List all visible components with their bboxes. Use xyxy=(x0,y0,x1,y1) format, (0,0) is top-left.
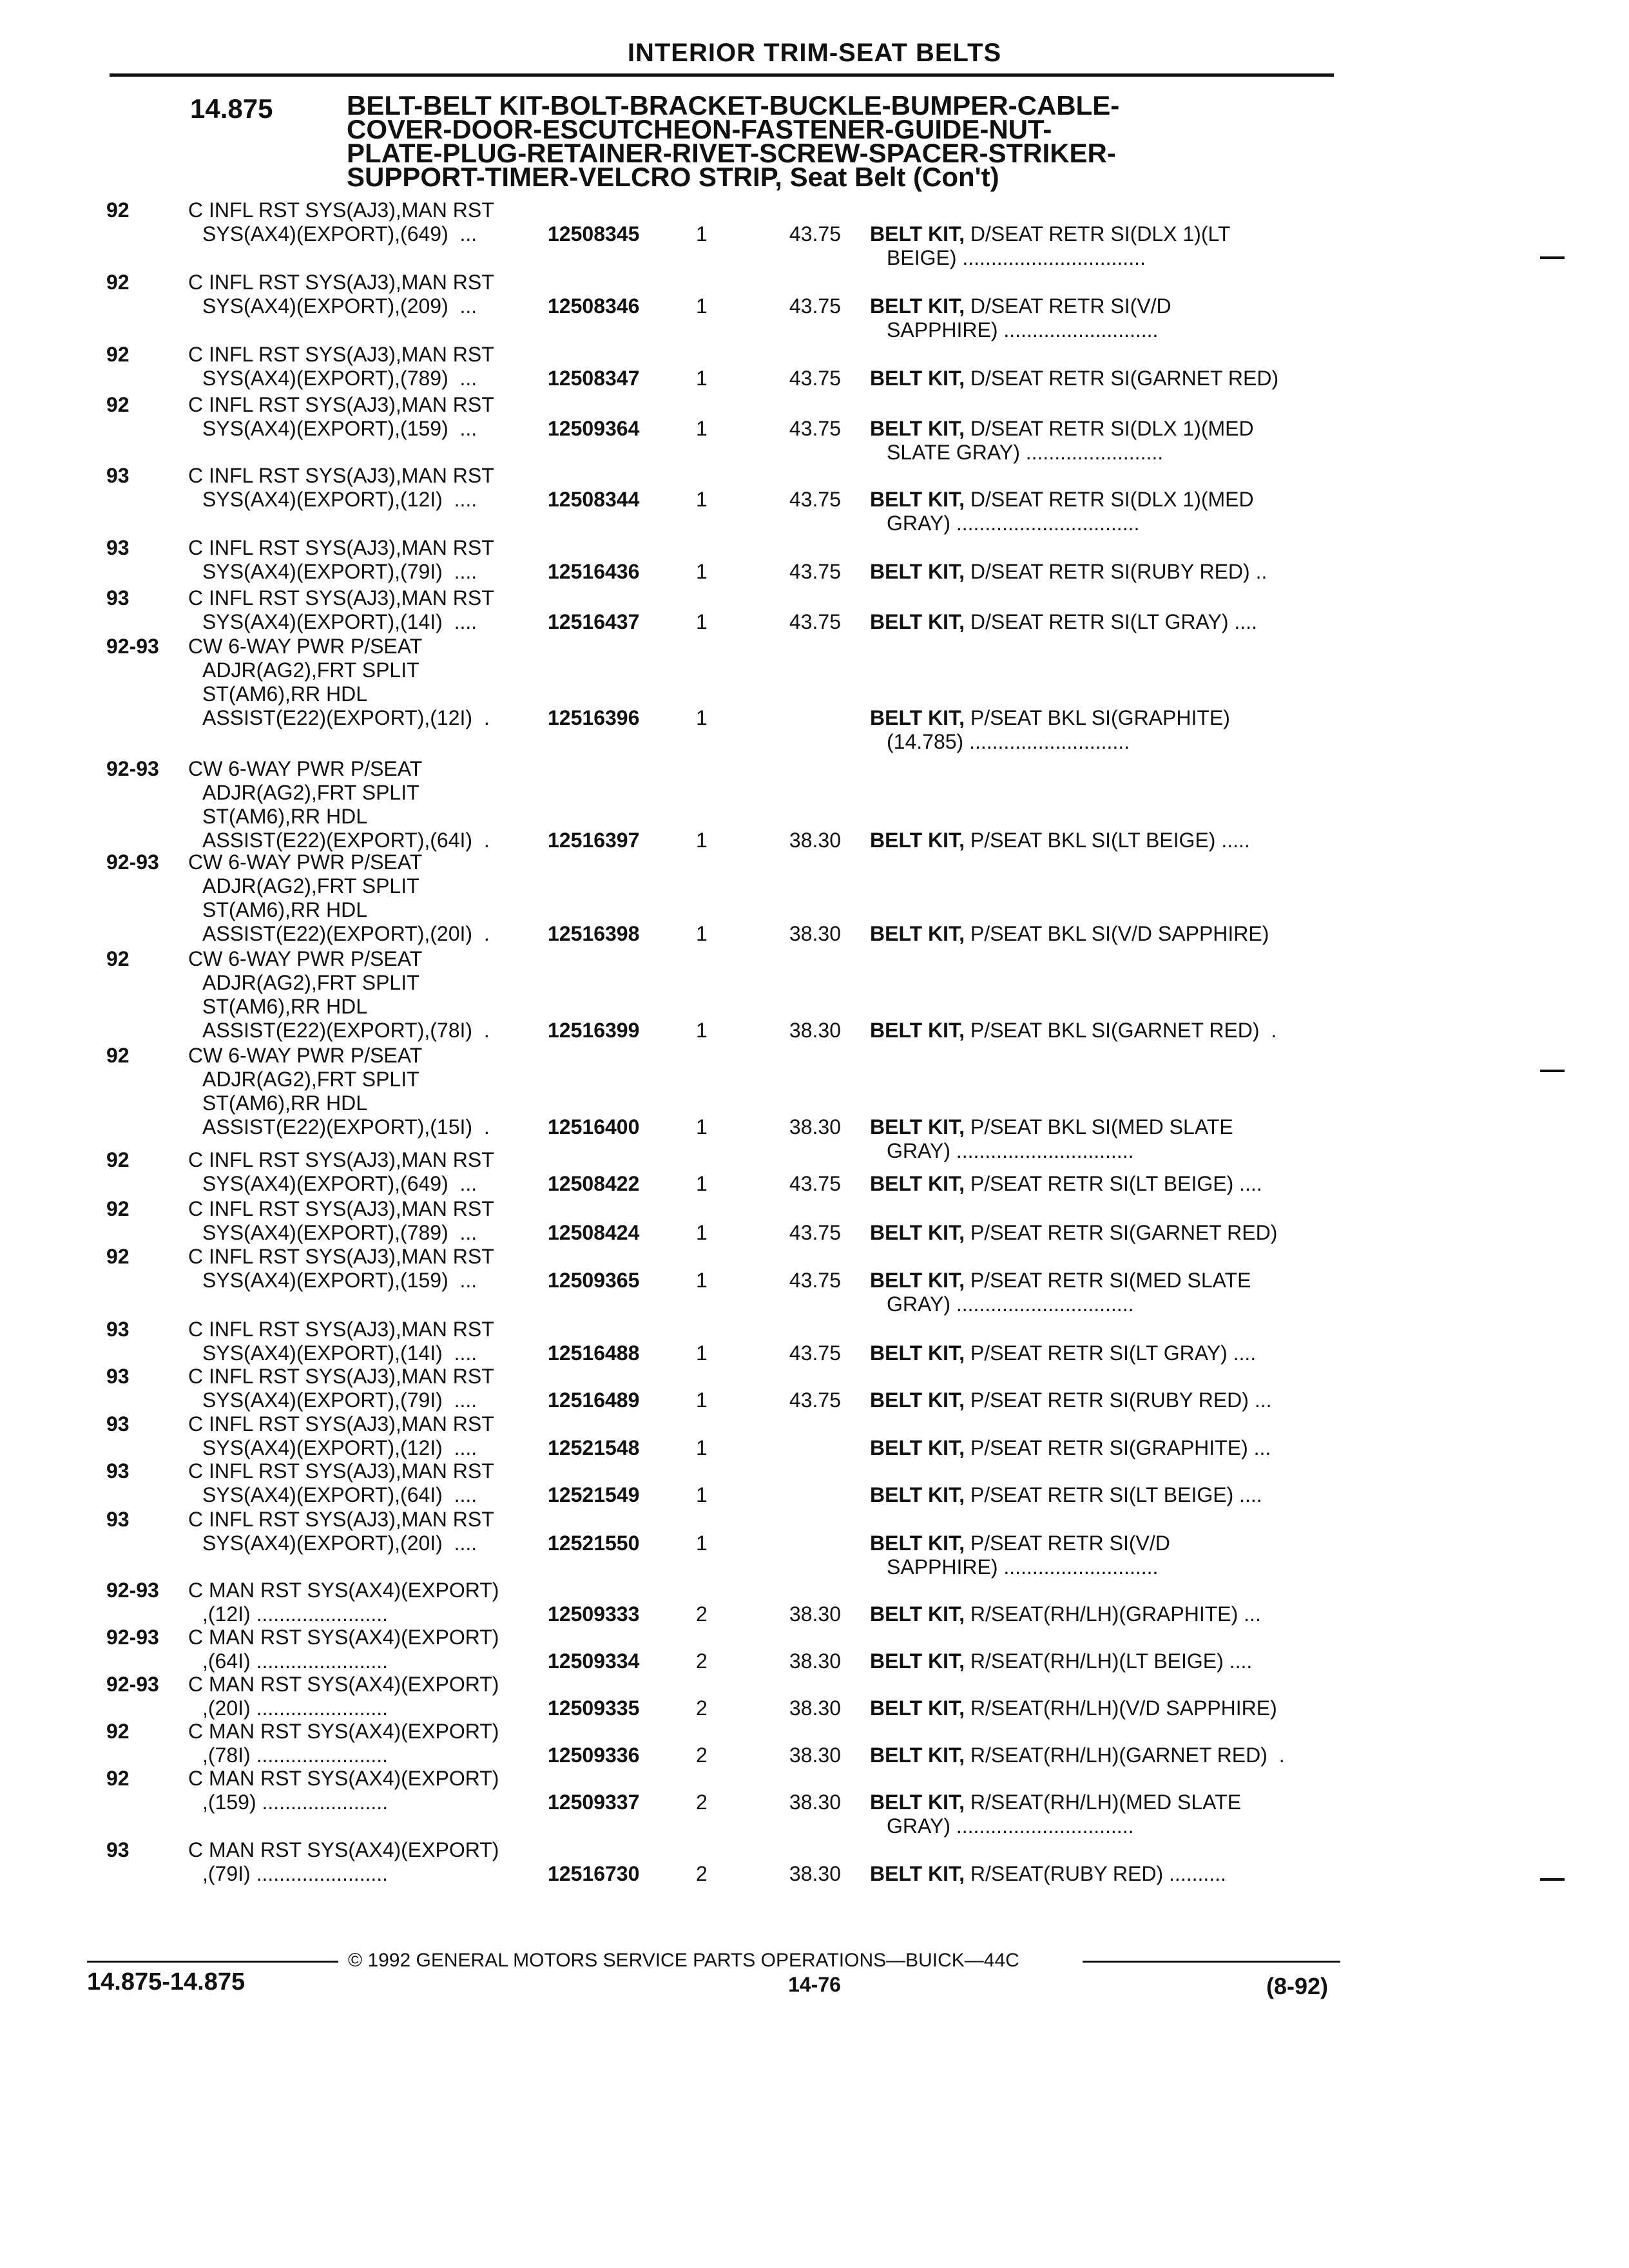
usage-description-line: C INFL RST SYS(AJ3),MAN RST xyxy=(188,1412,494,1436)
part-description xyxy=(870,1172,1334,1196)
part-number: 12516400 xyxy=(548,1115,640,1139)
quantity: 2 xyxy=(696,1791,708,1814)
usage-description-line: SYS(AX4)(EXPORT),(12I) .... xyxy=(202,1436,477,1459)
part-detail-line: P/SEAT RETR SI(RUBY RED) ... xyxy=(970,1389,1272,1412)
usage-description xyxy=(188,393,549,441)
part-name: BELT KIT, xyxy=(870,1791,965,1814)
model-year: 92 xyxy=(106,198,130,222)
usage-description xyxy=(188,198,549,246)
usage-description-line: C INFL RST SYS(AJ3),MAN RST xyxy=(188,586,494,610)
part-detail-line: D/SEAT RETR SI(LT GRAY) .... xyxy=(970,610,1257,633)
part-name: BELT KIT, xyxy=(870,706,965,729)
model-year: 93 xyxy=(106,1838,130,1861)
quantity: 2 xyxy=(696,1696,708,1720)
part-detail-line: P/SEAT BKL SI(GARNET RED) . xyxy=(970,1019,1277,1042)
price: 43.75 xyxy=(789,1389,841,1412)
usage-description-line: SYS(AX4)(EXPORT),(209) ... xyxy=(202,294,477,318)
usage-description-line: ASSIST(E22)(EXPORT),(12I) . xyxy=(202,706,490,729)
model-year: 93 xyxy=(106,1508,130,1531)
usage-description xyxy=(188,850,549,946)
part-number: 12516397 xyxy=(548,829,640,852)
footer-rule xyxy=(1083,1961,1340,1963)
usage-description-line: ASSIST(E22)(EXPORT),(64I) . xyxy=(202,829,490,852)
part-name: BELT KIT, xyxy=(870,1696,965,1720)
part-name: BELT KIT, xyxy=(870,1341,965,1365)
section-title-line: COVER-DOOR-ESCUTCHEON-FASTENER-GUIDE-NUT- xyxy=(347,114,1052,144)
part-number: 12509337 xyxy=(548,1791,640,1814)
footer-date: (8-92) xyxy=(1266,1973,1329,1999)
usage-description xyxy=(188,1197,549,1245)
usage-description-line: SYS(AX4)(EXPORT),(14I) .... xyxy=(202,1341,477,1365)
price: 38.30 xyxy=(789,922,841,945)
footer-rule xyxy=(87,1961,338,1963)
part-number: 12508422 xyxy=(548,1172,640,1195)
quantity: 1 xyxy=(696,610,708,633)
part-detail-line: BEIGE) ................................ xyxy=(887,246,1146,269)
part-description xyxy=(870,222,1334,270)
price: 43.75 xyxy=(789,222,841,245)
model-year: 92 xyxy=(106,947,130,970)
model-year: 92 xyxy=(106,1197,130,1220)
usage-description-line: CW 6-WAY PWR P/SEAT xyxy=(188,757,423,780)
quantity: 1 xyxy=(696,417,708,440)
model-year: 92 xyxy=(106,1720,130,1743)
usage-description-line: CW 6-WAY PWR P/SEAT xyxy=(188,635,423,658)
part-description xyxy=(870,829,1334,852)
usage-description-line: SYS(AX4)(EXPORT),(64I) .... xyxy=(202,1483,477,1506)
price: 38.30 xyxy=(789,1649,841,1673)
usage-description-line: C INFL RST SYS(AJ3),MAN RST xyxy=(188,271,494,294)
part-name: BELT KIT, xyxy=(870,1019,965,1042)
price: 43.75 xyxy=(789,1341,841,1365)
page-header: INTERIOR TRIM-SEAT BELTS xyxy=(627,39,1002,67)
quantity: 1 xyxy=(696,1436,708,1459)
usage-description-line: C MAN RST SYS(AX4)(EXPORT) xyxy=(188,1673,499,1696)
quantity: 1 xyxy=(696,1172,708,1195)
part-detail-line: P/SEAT RETR SI(V/D xyxy=(970,1532,1170,1555)
model-year: 92 xyxy=(106,271,130,294)
usage-description-line: SYS(AX4)(EXPORT),(159) ... xyxy=(202,417,477,440)
usage-description-line: SYS(AX4)(EXPORT),(789) ... xyxy=(202,1221,477,1244)
usage-description-line: CW 6-WAY PWR P/SEAT xyxy=(188,850,423,874)
usage-description-line: C INFL RST SYS(AJ3),MAN RST xyxy=(188,1365,494,1388)
part-number: 12508345 xyxy=(548,222,640,245)
usage-description-line: ST(AM6),RR HDL xyxy=(202,898,368,921)
part-description xyxy=(870,1649,1334,1673)
quantity: 1 xyxy=(696,1483,708,1506)
quantity: 1 xyxy=(696,222,708,245)
usage-description xyxy=(188,1245,549,1293)
part-description xyxy=(870,1341,1334,1365)
quantity: 1 xyxy=(696,1115,708,1139)
usage-description-line: SYS(AX4)(EXPORT),(14I) .... xyxy=(202,610,477,633)
usage-description-line: SYS(AX4)(EXPORT),(20I) .... xyxy=(202,1532,477,1555)
usage-description xyxy=(188,1044,549,1139)
part-detail-line: GRAY) ............................... xyxy=(887,1293,1134,1316)
usage-description-line: C INFL RST SYS(AJ3),MAN RST xyxy=(188,343,494,366)
footer-section-range: 14.875-14.875 xyxy=(87,1968,246,1995)
usage-description xyxy=(188,635,549,730)
usage-description xyxy=(188,1459,549,1507)
model-year: 93 xyxy=(106,464,130,487)
quantity: 1 xyxy=(696,1532,708,1555)
price: 38.30 xyxy=(789,1019,841,1042)
quantity: 1 xyxy=(696,922,708,945)
part-detail-line: GRAY) ................................ xyxy=(887,512,1140,535)
usage-description-line: C INFL RST SYS(AJ3),MAN RST xyxy=(188,1245,494,1268)
part-detail-line: D/SEAT RETR SI(DLX 1)(LT xyxy=(970,222,1231,245)
usage-description-line: C INFL RST SYS(AJ3),MAN RST xyxy=(188,536,494,559)
usage-description-line: C INFL RST SYS(AJ3),MAN RST xyxy=(188,1197,494,1220)
part-detail-line: R/SEAT(RH/LH)(LT BEIGE) .... xyxy=(970,1649,1253,1673)
part-number: 12509333 xyxy=(548,1602,640,1626)
part-description xyxy=(870,1532,1334,1579)
part-detail-line: D/SEAT RETR SI(RUBY RED) .. xyxy=(970,560,1268,583)
part-name: BELT KIT, xyxy=(870,367,965,390)
part-number: 12521549 xyxy=(548,1483,640,1506)
usage-description-line: SYS(AX4)(EXPORT),(79I) .... xyxy=(202,1389,477,1412)
part-detail-line: R/SEAT(RH/LH)(V/D SAPPHIRE) xyxy=(970,1696,1277,1720)
margin-mark xyxy=(1540,1878,1565,1881)
part-description xyxy=(870,417,1334,465)
part-number: 12509335 xyxy=(548,1696,640,1720)
price: 38.30 xyxy=(789,1602,841,1626)
part-number: 12509364 xyxy=(548,417,640,440)
model-year: 92-93 xyxy=(106,1626,159,1649)
price: 38.30 xyxy=(789,1744,841,1767)
part-detail-line: R/SEAT(RH/LH)(MED SLATE xyxy=(970,1791,1242,1814)
price: 43.75 xyxy=(789,1269,841,1292)
model-year: 92 xyxy=(106,1245,130,1268)
model-year: 92 xyxy=(106,343,130,366)
model-year: 92-93 xyxy=(106,757,159,780)
price: 43.75 xyxy=(789,1221,841,1244)
part-detail-line: P/SEAT RETR SI(GRAPHITE) ... xyxy=(970,1436,1271,1459)
part-description xyxy=(870,1115,1334,1163)
quantity: 1 xyxy=(696,488,708,511)
model-year: 93 xyxy=(106,1365,130,1388)
section-number: 14.875 xyxy=(190,93,273,124)
quantity: 1 xyxy=(696,1221,708,1244)
quantity: 1 xyxy=(696,367,708,390)
usage-description-line: ASSIST(E22)(EXPORT),(15I) . xyxy=(202,1115,490,1139)
part-detail-line: R/SEAT(RH/LH)(GARNET RED) . xyxy=(970,1744,1285,1767)
part-name: BELT KIT, xyxy=(870,1115,965,1139)
usage-description-line: ,(64I) ....................... xyxy=(202,1649,389,1673)
part-detail-line: P/SEAT RETR SI(LT BEIGE) .... xyxy=(970,1483,1262,1506)
model-year: 93 xyxy=(106,1412,130,1436)
price: 38.30 xyxy=(789,1862,841,1885)
usage-description xyxy=(188,757,549,852)
model-year: 92 xyxy=(106,393,130,416)
usage-description-line: C INFL RST SYS(AJ3),MAN RST xyxy=(188,198,494,222)
usage-description xyxy=(188,271,549,318)
part-name: BELT KIT, xyxy=(870,1532,965,1555)
usage-description xyxy=(188,1626,549,1673)
part-description xyxy=(870,488,1334,535)
quantity: 1 xyxy=(696,560,708,583)
part-description xyxy=(870,922,1334,946)
part-detail-line: P/SEAT BKL SI(MED SLATE xyxy=(970,1115,1233,1139)
part-number: 12516730 xyxy=(548,1862,640,1885)
usage-description-line: ,(12I) ....................... xyxy=(202,1602,389,1626)
part-number: 12508424 xyxy=(548,1221,640,1244)
usage-description xyxy=(188,1838,549,1886)
part-name: BELT KIT, xyxy=(870,1744,965,1767)
part-name: BELT KIT, xyxy=(870,1862,965,1885)
part-description xyxy=(870,1602,1334,1626)
model-year: 92 xyxy=(106,1044,130,1067)
model-year: 93 xyxy=(106,1318,130,1341)
part-number: 12516398 xyxy=(548,922,640,945)
section-title-line: PLATE-PLUG-RETAINER-RIVET-SCREW-SPACER-STRIKER- xyxy=(347,138,1116,168)
usage-description xyxy=(188,1412,549,1460)
part-description xyxy=(870,1696,1334,1720)
part-detail-line: GRAY) ............................... xyxy=(887,1814,1134,1838)
price: 38.30 xyxy=(789,1791,841,1814)
part-number: 12516488 xyxy=(548,1341,640,1365)
usage-description-line: C INFL RST SYS(AJ3),MAN RST xyxy=(188,1459,494,1483)
usage-description xyxy=(188,586,549,634)
part-name: BELT KIT, xyxy=(870,417,965,440)
part-description xyxy=(870,1019,1334,1043)
quantity: 2 xyxy=(696,1744,708,1767)
usage-description-line: ,(79I) ....................... xyxy=(202,1862,389,1885)
usage-description-line: ST(AM6),RR HDL xyxy=(202,682,368,706)
usage-description-line: ADJR(AG2),FRT SPLIT xyxy=(202,658,419,682)
part-number: 12509365 xyxy=(548,1269,640,1292)
usage-description-line: SYS(AX4)(EXPORT),(649) ... xyxy=(202,1172,477,1195)
part-number: 12509336 xyxy=(548,1744,640,1767)
quantity: 1 xyxy=(696,706,708,729)
model-year: 92-93 xyxy=(106,635,159,658)
usage-description-line: C MAN RST SYS(AX4)(EXPORT) xyxy=(188,1626,499,1649)
part-description xyxy=(870,1269,1334,1316)
usage-description xyxy=(188,1673,549,1720)
part-description xyxy=(870,1436,1334,1460)
part-name: BELT KIT, xyxy=(870,829,965,852)
part-detail-line: R/SEAT(RH/LH)(GRAPHITE) ... xyxy=(970,1602,1261,1626)
quantity: 2 xyxy=(696,1602,708,1626)
usage-description-line: ST(AM6),RR HDL xyxy=(202,805,368,828)
part-detail-line: D/SEAT RETR SI(DLX 1)(MED xyxy=(970,488,1254,511)
model-year: 93 xyxy=(106,1459,130,1483)
part-name: BELT KIT, xyxy=(870,922,965,945)
usage-description xyxy=(188,1767,549,1814)
part-description xyxy=(870,1744,1334,1767)
part-number: 12516437 xyxy=(548,610,640,633)
usage-description-line: SYS(AX4)(EXPORT),(12I) .... xyxy=(202,488,477,511)
usage-description-line: C MAN RST SYS(AX4)(EXPORT) xyxy=(188,1767,499,1790)
price: 43.75 xyxy=(789,367,841,390)
quantity: 1 xyxy=(696,1389,708,1412)
usage-description-line: CW 6-WAY PWR P/SEAT xyxy=(188,947,423,970)
price: 43.75 xyxy=(789,610,841,633)
part-number: 12508344 xyxy=(548,488,640,511)
usage-description xyxy=(188,947,549,1043)
part-description xyxy=(870,1791,1334,1838)
usage-description xyxy=(188,1148,549,1196)
part-name: BELT KIT, xyxy=(870,1269,965,1292)
part-name: BELT KIT, xyxy=(870,1483,965,1506)
usage-description-line: C INFL RST SYS(AJ3),MAN RST xyxy=(188,464,494,487)
part-description xyxy=(870,610,1334,634)
part-description xyxy=(870,1862,1334,1886)
part-description xyxy=(870,367,1334,390)
part-number: 12516489 xyxy=(548,1389,640,1412)
usage-description-line: SYS(AX4)(EXPORT),(789) ... xyxy=(202,367,477,390)
price: 38.30 xyxy=(789,1696,841,1720)
usage-description xyxy=(188,1720,549,1767)
part-detail-line: P/SEAT RETR SI(GARNET RED) xyxy=(970,1221,1278,1244)
model-year: 92 xyxy=(106,1148,130,1171)
part-name: BELT KIT, xyxy=(870,1436,965,1459)
usage-description xyxy=(188,1579,549,1626)
usage-description-line: ADJR(AG2),FRT SPLIT xyxy=(202,781,419,804)
price: 43.75 xyxy=(789,417,841,440)
usage-description-line: C INFL RST SYS(AJ3),MAN RST xyxy=(188,1318,494,1341)
part-description xyxy=(870,1221,1334,1245)
part-name: BELT KIT, xyxy=(870,610,965,633)
part-detail-line: (14.785) ............................ xyxy=(887,730,1130,753)
usage-description xyxy=(188,464,549,512)
part-detail-line: P/SEAT RETR SI(MED SLATE xyxy=(970,1269,1251,1292)
part-description xyxy=(870,294,1334,342)
part-name: BELT KIT, xyxy=(870,1221,965,1244)
usage-description xyxy=(188,1508,549,1555)
part-detail-line: P/SEAT BKL SI(LT BEIGE) ..... xyxy=(970,829,1250,852)
part-name: BELT KIT, xyxy=(870,294,965,318)
part-number: 12521548 xyxy=(548,1436,640,1459)
price: 38.30 xyxy=(789,1115,841,1139)
section-title-line: SUPPORT-TIMER-VELCRO STRIP, Seat Belt (Con't) xyxy=(347,162,999,192)
usage-description-line: CW 6-WAY PWR P/SEAT xyxy=(188,1044,423,1067)
part-number: 12508347 xyxy=(548,367,640,390)
part-number: 12508346 xyxy=(548,294,640,318)
part-name: BELT KIT, xyxy=(870,1649,965,1673)
quantity: 2 xyxy=(696,1862,708,1885)
part-name: BELT KIT, xyxy=(870,222,965,245)
usage-description-line: ASSIST(E22)(EXPORT),(20I) . xyxy=(202,922,490,945)
usage-description-line: C INFL RST SYS(AJ3),MAN RST xyxy=(188,393,494,416)
footer-page-number: 14-76 xyxy=(788,1973,841,1996)
usage-description-line: C MAN RST SYS(AX4)(EXPORT) xyxy=(188,1579,499,1602)
usage-description-line: ,(20I) ....................... xyxy=(202,1696,389,1720)
usage-description-line: C MAN RST SYS(AX4)(EXPORT) xyxy=(188,1720,499,1743)
part-detail-line: SLATE GRAY) ........................ xyxy=(887,441,1164,464)
part-detail-line: R/SEAT(RUBY RED) .......... xyxy=(970,1862,1226,1885)
price: 43.75 xyxy=(789,294,841,318)
usage-description xyxy=(188,1365,549,1412)
usage-description-line: ASSIST(E22)(EXPORT),(78I) . xyxy=(202,1019,490,1042)
part-detail-line: D/SEAT RETR SI(DLX 1)(MED xyxy=(970,417,1254,440)
part-name: BELT KIT, xyxy=(870,1602,965,1626)
usage-description-line: ,(159) ...................... xyxy=(202,1791,389,1814)
usage-description-line: C INFL RST SYS(AJ3),MAN RST xyxy=(188,1148,494,1171)
part-description xyxy=(870,1483,1334,1507)
part-description xyxy=(870,560,1334,584)
part-name: BELT KIT, xyxy=(870,1389,965,1412)
part-detail-line: GRAY) ............................... xyxy=(887,1139,1134,1162)
part-description xyxy=(870,706,1334,754)
quantity: 1 xyxy=(696,1019,708,1042)
footer-copyright: © 1992 GENERAL MOTORS SERVICE PARTS OPERATIONS—BUICK—44C xyxy=(348,1950,1019,1971)
usage-description-line: C INFL RST SYS(AJ3),MAN RST xyxy=(188,1508,494,1531)
part-number: 12516436 xyxy=(548,560,640,583)
part-number: 12509334 xyxy=(548,1649,640,1673)
quantity: 2 xyxy=(696,1649,708,1673)
part-detail-line: P/SEAT RETR SI(LT BEIGE) .... xyxy=(970,1172,1262,1195)
usage-description-line: ADJR(AG2),FRT SPLIT xyxy=(202,874,419,898)
usage-description xyxy=(188,536,549,584)
quantity: 1 xyxy=(696,294,708,318)
part-detail-line: D/SEAT RETR SI(V/D xyxy=(970,294,1171,318)
part-number: 12516399 xyxy=(548,1019,640,1042)
price: 43.75 xyxy=(789,488,841,511)
part-name: BELT KIT, xyxy=(870,488,965,511)
model-year: 92-93 xyxy=(106,850,159,874)
usage-description-line: SYS(AX4)(EXPORT),(79I) .... xyxy=(202,560,477,583)
part-number: 12516396 xyxy=(548,706,640,729)
price: 43.75 xyxy=(789,560,841,583)
part-detail-line: P/SEAT BKL SI(V/D SAPPHIRE) xyxy=(970,922,1269,945)
part-name: BELT KIT, xyxy=(870,1172,965,1195)
price: 38.30 xyxy=(789,829,841,852)
usage-description-line: ADJR(AG2),FRT SPLIT xyxy=(202,971,419,994)
part-detail-line: P/SEAT RETR SI(LT GRAY) .... xyxy=(970,1341,1257,1365)
model-year: 93 xyxy=(106,586,130,610)
quantity: 1 xyxy=(696,829,708,852)
model-year: 93 xyxy=(106,536,130,559)
usage-description-line: ADJR(AG2),FRT SPLIT xyxy=(202,1068,419,1091)
part-number: 12521550 xyxy=(548,1532,640,1555)
quantity: 1 xyxy=(696,1341,708,1365)
margin-mark xyxy=(1540,256,1565,259)
usage-description-line: SYS(AX4)(EXPORT),(649) ... xyxy=(202,222,477,245)
model-year: 92-93 xyxy=(106,1673,159,1696)
part-name: BELT KIT, xyxy=(870,560,965,583)
usage-description xyxy=(188,1318,549,1365)
part-detail-line: P/SEAT BKL SI(GRAPHITE) xyxy=(970,706,1230,729)
part-detail-line: D/SEAT RETR SI(GARNET RED) xyxy=(970,367,1279,390)
quantity: 1 xyxy=(696,1269,708,1292)
model-year: 92-93 xyxy=(106,1579,159,1602)
usage-description-line: C MAN RST SYS(AX4)(EXPORT) xyxy=(188,1838,499,1861)
model-year: 92 xyxy=(106,1767,130,1790)
part-detail-line: SAPPHIRE) ........................... xyxy=(887,318,1159,341)
usage-description-line: ,(78I) ....................... xyxy=(202,1744,389,1767)
usage-description xyxy=(188,343,549,390)
usage-description-line: ST(AM6),RR HDL xyxy=(202,995,368,1018)
usage-description-line: SYS(AX4)(EXPORT),(159) ... xyxy=(202,1269,477,1292)
margin-mark xyxy=(1540,1070,1565,1072)
usage-description-line: ST(AM6),RR HDL xyxy=(202,1091,368,1115)
part-description xyxy=(870,1389,1334,1412)
part-detail-line: SAPPHIRE) ........................... xyxy=(887,1555,1159,1579)
section-title-line: BELT-BELT KIT-BOLT-BRACKET-BUCKLE-BUMPER-CABLE- xyxy=(347,90,1120,120)
price: 43.75 xyxy=(789,1172,841,1195)
